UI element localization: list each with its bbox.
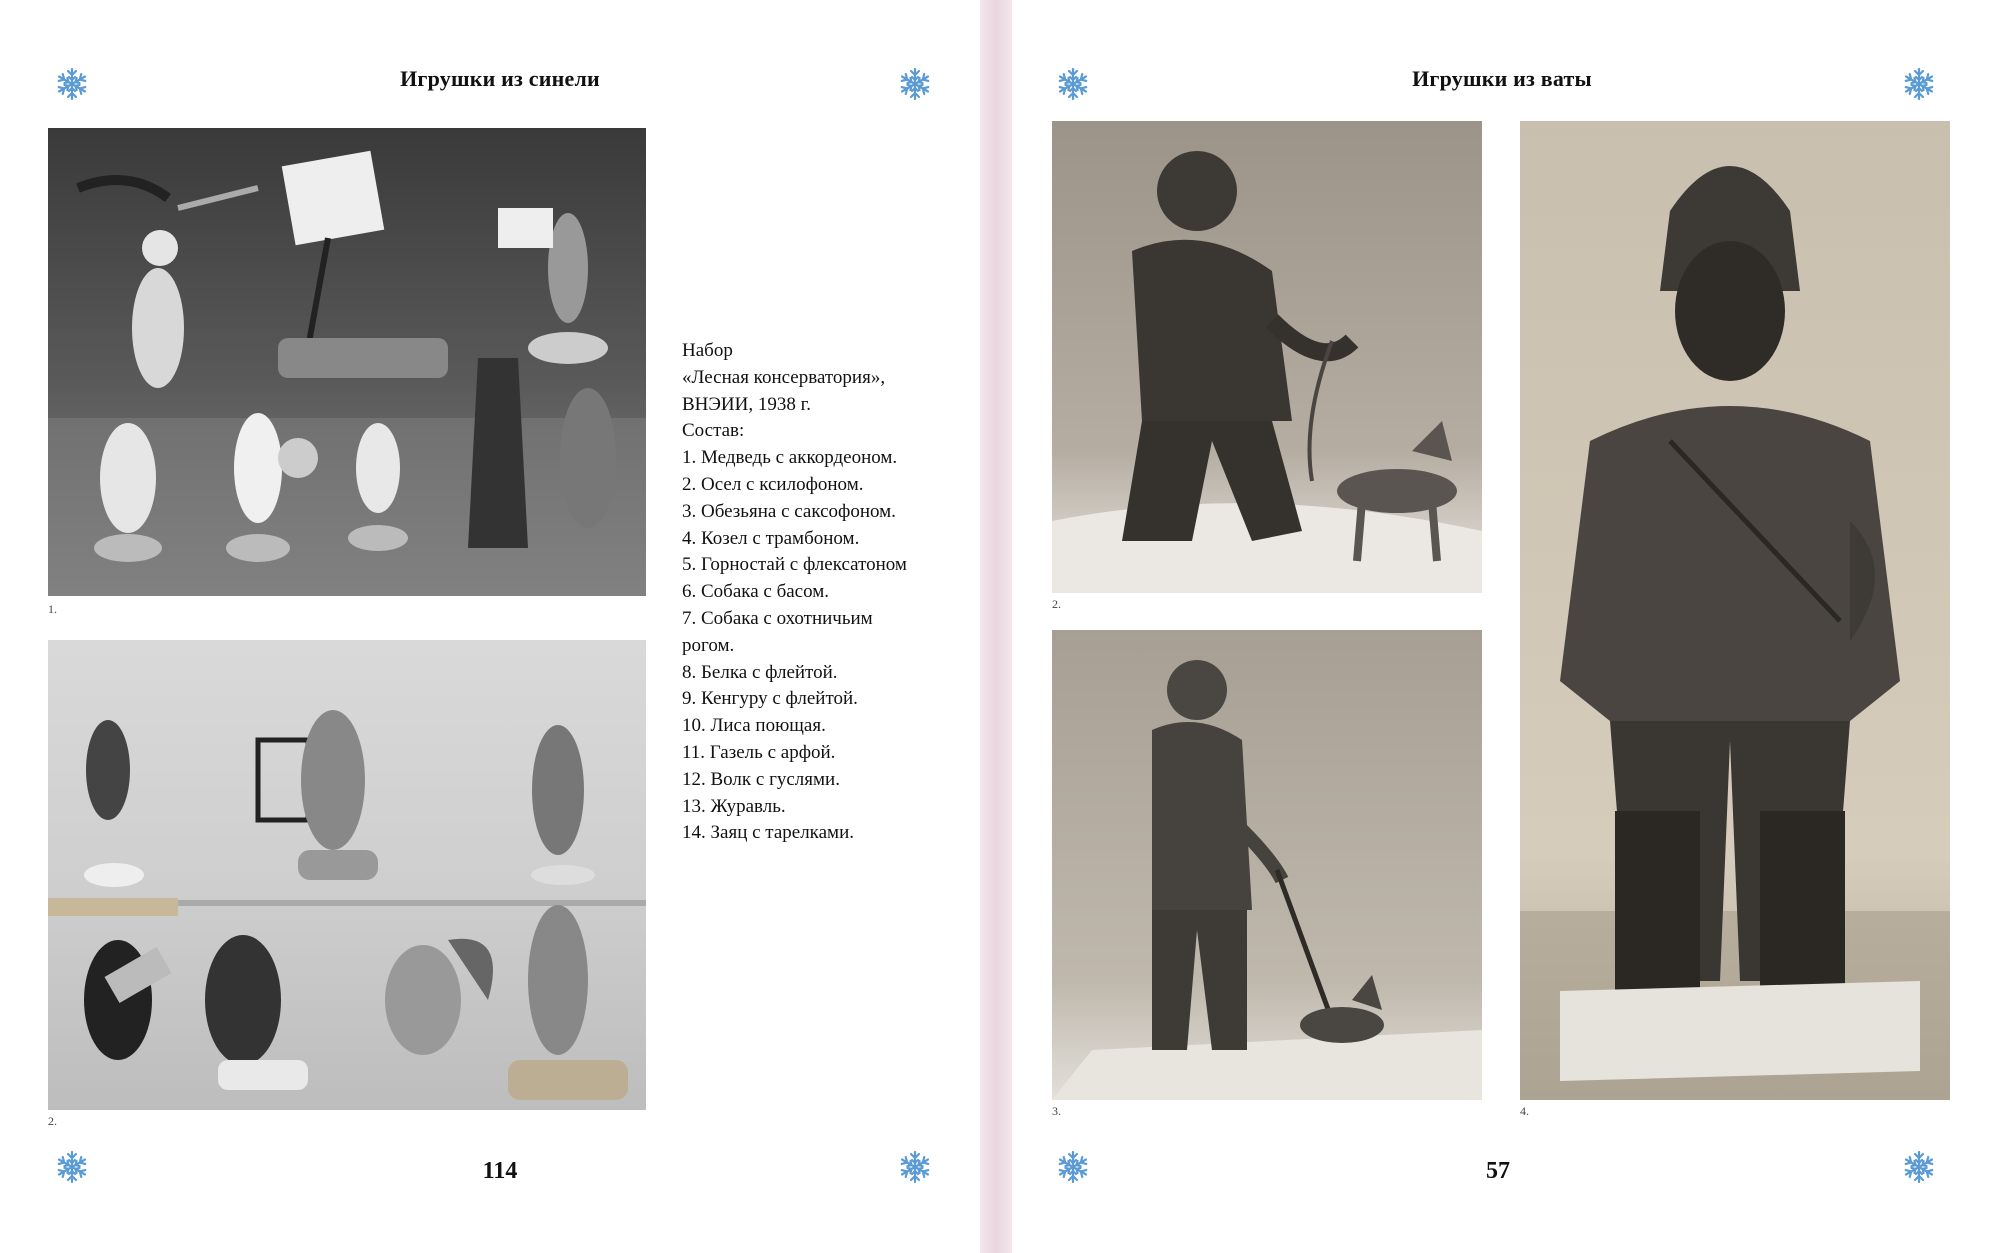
figure-number: 4. — [1520, 1104, 1529, 1118]
left-page — [0, 0, 980, 1253]
caption-line: 6. Собака с басом. — [682, 581, 830, 603]
caption-line: 5. Горностай с флексатоном — [682, 554, 907, 576]
caption-line: 4. Козел с трамбоном. — [682, 527, 860, 549]
caption-line: рогом. — [682, 634, 735, 656]
caption-line: Набор — [682, 340, 733, 361]
caption-line: Состав: — [682, 420, 745, 442]
figure-number: 1. — [48, 602, 57, 616]
caption-line: «Лесная консерватория», — [682, 366, 886, 388]
photo-figure-4 — [1520, 121, 1950, 1100]
page-number: 114 — [482, 1158, 518, 1184]
photo-figure-1 — [48, 128, 646, 596]
caption-line: 7. Собака с охотничьим — [682, 607, 873, 629]
caption-line: 3. Обезьяна с саксофоном. — [682, 500, 896, 522]
caption-line: 10. Лиса поющая. — [682, 715, 826, 737]
caption-line: 11. Газель с арфой. — [682, 741, 836, 763]
photo-figure-2 — [48, 640, 646, 1110]
snowflake-icon — [898, 67, 932, 101]
caption-block — [682, 338, 972, 847]
caption-line: 12. Волк с гуслями. — [682, 768, 840, 790]
right-page — [1012, 0, 1994, 1253]
figure-number: 2. — [1052, 597, 1061, 611]
running-head: Игрушки из ваты — [1412, 66, 1592, 91]
photo-figure-2 — [1052, 121, 1482, 593]
snowflake-icon — [1902, 67, 1936, 101]
book-gutter — [980, 0, 1012, 1253]
caption-line: 14. Заяц с тарелками. — [682, 822, 854, 844]
running-head: Игрушки из синели — [400, 66, 600, 91]
figure-number: 3. — [1052, 1104, 1061, 1118]
snowflake-icon — [898, 1150, 932, 1184]
caption-line: 9. Кенгуру с флейтой. — [682, 688, 858, 710]
figure-number: 2. — [48, 1114, 57, 1128]
snowflake-icon — [55, 67, 89, 101]
caption-line: 1. Медведь с аккордеоном. — [682, 447, 898, 469]
caption-line: 13. Журавль. — [682, 795, 786, 817]
snowflake-icon — [1056, 67, 1090, 101]
photo-figure-3 — [1052, 630, 1482, 1100]
snowflake-icon — [1902, 1150, 1936, 1184]
snowflake-icon — [1056, 1150, 1090, 1184]
caption-line: 8. Белка с флейтой. — [682, 661, 838, 683]
caption-line: ВНЭИИ, 1938 г. — [682, 393, 812, 415]
snowflake-icon — [55, 1150, 89, 1184]
caption-line: 2. Осел с ксилофоном. — [682, 473, 864, 495]
page-number: 57 — [1486, 1158, 1510, 1184]
